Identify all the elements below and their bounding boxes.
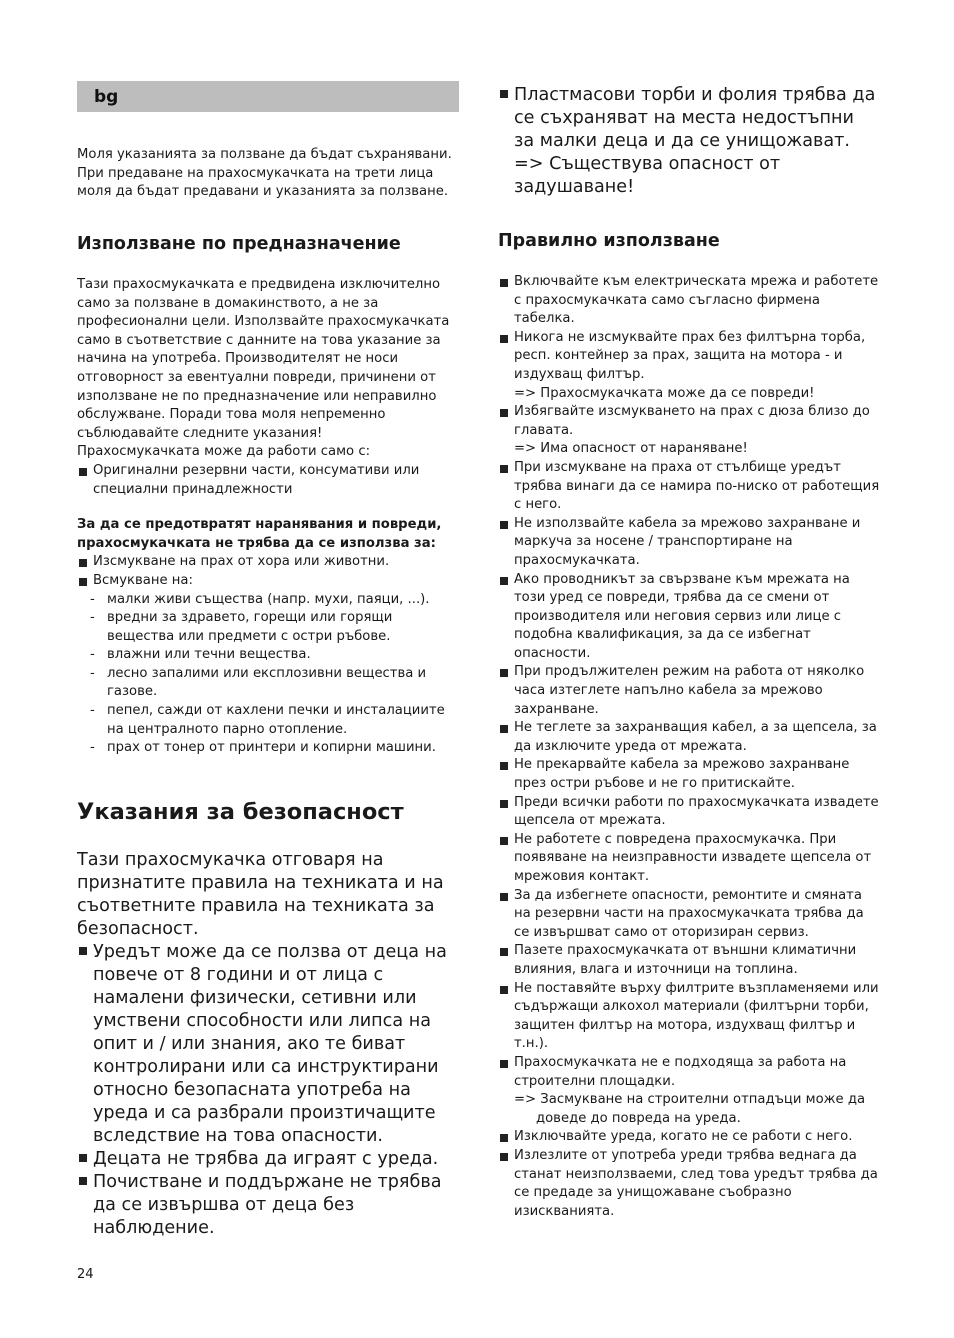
safety-list (77, 941, 459, 1240)
list-item: Оригинални резервни части, консумативи или специални принадлежности (77, 462, 459, 499)
item-text: Избягвайте изсмукването на прах с дюза близо до главата. (514, 404, 870, 438)
usage-only-with: Прахосмукачката може да работи само с: (77, 444, 371, 460)
correct-use-section (498, 273, 880, 1221)
dash-item: - влажни или течни вещества. (77, 646, 459, 665)
safety-section (77, 849, 459, 1240)
safety-intro: Тази прахосмукачка отговаря на признатите правила на техниката и на съответните правила на техниката за безопасност. (77, 850, 444, 939)
correct-use-item (498, 329, 880, 403)
suction-list (77, 591, 459, 758)
correct-use-item (498, 1147, 880, 1221)
correct-use-item (498, 403, 880, 459)
language-code: bg (94, 87, 119, 107)
correct-use-list (498, 273, 880, 1221)
item-text: Не използвайте кабела за мрежово захранване и маркуча за носене / транспортиране на прахосмукачката. (514, 515, 861, 568)
dash-item: - малки живи същества (напр. мухи, паяци, ...). (77, 591, 459, 610)
item-text: Пазете прахосмукачката от външни климатични влияния, влага и източници на топлина. (514, 943, 857, 977)
prevent-list (77, 553, 459, 590)
correct-use-item (498, 756, 880, 793)
list-item: Изсмукване на прах от хора или животни. (77, 553, 459, 572)
item-text: Изключвайте уреда, когато не се работи с него. (514, 1129, 853, 1145)
plastic-warning-text: Пластмасови торби и фолия трябва да се съхраняват на места недостъпни за малки деца и да се унищожават. (514, 85, 876, 151)
correct-use-item (498, 1128, 880, 1147)
item-text: За да избегнете опасности, ремонтите и смяната на резервни части на прахосмукачката трябва да се извършват само от оторизиран сервиз. (514, 887, 864, 940)
item-text: Включвайте към електрическата мрежа и работете с прахосмукачката само съгласно фирмена табелка. (514, 274, 879, 327)
item-text: Не работете с повредена прахосмукачка. При появяване на неизправности извадете щепсела от мрежовия контакт. (514, 831, 872, 884)
intro-text: Моля указанията за ползване да бъдат съхранявани. При предаване на прахосмукачката на трети лица моля да бъдат предавани и указанията за ползване. (77, 147, 452, 200)
correct-use-item (498, 571, 880, 664)
page-number: 24 (77, 1267, 94, 1282)
usage-section (77, 276, 459, 758)
item-note: => Прахосмукачката може да се повреди! (514, 385, 815, 401)
list-item: Всмукване на: (77, 572, 459, 591)
item-text: Не теглете за захранващия кабел, а за щепсела, за да изключите уреда от мрежата. (514, 720, 877, 754)
item-text: Никога не изсмуквайте прах без филтърна торба, респ. контейнер за прах, защита на мотора - и издухващ филтър. (514, 329, 866, 382)
item-note: => Има опасност от нараняване! (514, 441, 748, 457)
plastic-warning (498, 84, 878, 199)
correct-use-item (498, 942, 880, 979)
correct-use-item (498, 1054, 880, 1128)
only-with-list (77, 462, 459, 499)
correct-use-item (498, 663, 880, 719)
safety-item: Децата не трябва да играят с уреда. (77, 1148, 459, 1171)
language-bar (77, 81, 459, 112)
plastic-section (498, 84, 878, 199)
item-text: Не прекарвайте кабела за мрежово захранване през остри ръбове и не го притискайте. (514, 757, 850, 792)
plastic-warning-note: => Съществува опасност от задушаване! (514, 154, 781, 197)
item-text: При изсмукване на праха от стълбище уредът трябва винаги да се намира по-ниско от работещия с него. (514, 459, 880, 513)
correct-use-item (498, 459, 880, 515)
item-note: => Засмукване на строителни отпадъци може да доведе до повреда на уреда. (514, 1092, 866, 1126)
correct-use-item (498, 515, 880, 571)
correct-use-item (498, 980, 880, 1054)
correct-use-item (498, 794, 880, 831)
item-text: Ако проводникът за свързване към мрежата на този уред се повреди, трябва да се смени от производителя или неговия сервиз или лице с подобна квалификация, за да се избегнат опасности. (514, 571, 850, 661)
prevent-heading: За да се предотвратят наранявания и повреди, прахосмукачката не трябва да се използва за: (77, 517, 442, 551)
item-text: Излезлите от употреба уреди трябва веднага да станат неизползваеми, след това уредът трябва да се предаде за унищожаване съобразно изискванията. (514, 1147, 878, 1219)
safety-heading: Указания за безопасност (77, 799, 404, 825)
item-text: При продължителен режим на работа от няколко часа изтеглете напълно кабела за мрежово захранване. (514, 664, 865, 717)
dash-item: - пепел, сажди от кахлени печки и инсталациите на централното парно отопление. (77, 702, 459, 739)
dash-item: - вредни за здравето, горещи или горящи вещества или предмети с остри ръбове. (77, 609, 459, 646)
usage-body: Тази прахосмукачката е предвидена изключително само за ползване в домакинството, а не за професионални цели. Използвайте прахосмукачката само в съответствие с данните на това указание за начина на употреба. Производителят не носи отговорност за евентуални повреди, причинени от използване не по предназначение или неправилно обслужване. Поради това моля непременно съблюдавайте следните указания! (77, 277, 450, 441)
safety-item: Уредът може да се ползва от деца на повече от 8 години и от лица с намалени физически, сетивни или умствени способности или липса на опит и / или знания, ако те биват контролирани или са инструктирани относно безопасната употреба на уреда и са разбрали произтичащите вследствие на това опасности. (77, 941, 459, 1148)
correct-use-item (498, 831, 880, 887)
item-text: Преди всички работи по прахосмукачката извадете щепсела от мрежата. (514, 794, 879, 829)
correct-use-heading: Правилно използване (498, 231, 720, 251)
dash-item: - прах от тонер от принтери и копирни машини. (77, 739, 459, 758)
safety-item: Почистване и поддържане не трябва да се извършва от деца без наблюдение. (77, 1171, 459, 1240)
correct-use-item (498, 719, 880, 756)
correct-use-item (498, 273, 880, 329)
dash-item: - лесно запалими или експлозивни вещества и газове. (77, 665, 459, 702)
usage-heading: Използване по предназначение (77, 234, 401, 254)
item-text: Не поставяйте върху филтрите възпламеняеми или съдържащи алкохол материали (филтърни торби, защитен филтър на мотора, издухващ филтър и т.н.). (514, 980, 879, 1052)
correct-use-item (498, 887, 880, 943)
item-text: Прахосмукачката не е подходяща за работа на строителни площадки. (514, 1054, 847, 1089)
